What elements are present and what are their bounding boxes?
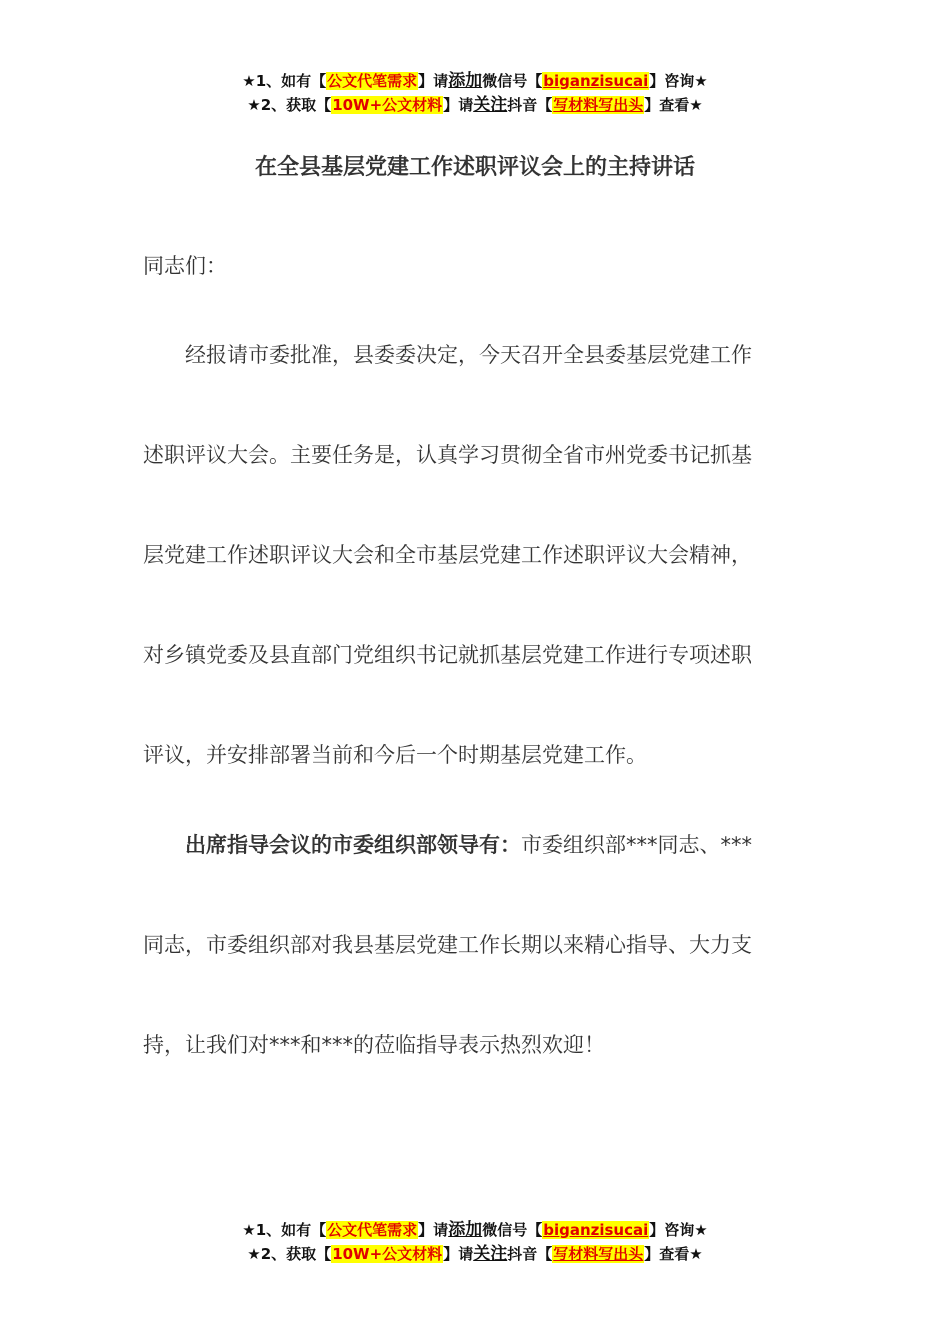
banner-emphasis: 关注 <box>473 1244 508 1264</box>
banner-emphasis: 添加 <box>448 1220 483 1240</box>
paragraph-line: 经报请市委批准，县委委决定，今天召开全县委基层党建工作 <box>185 343 752 367</box>
banner-text: 】请 <box>418 1221 449 1239</box>
banner-text: 抖音【 <box>507 1245 553 1263</box>
banner-text: 】咨询★ <box>649 1221 708 1239</box>
paragraph-line: 述职评议大会。主要任务是，认真学习贯彻全省市州党委书记抓基 <box>143 443 752 467</box>
banner-text: 抖音【 <box>507 96 553 114</box>
document-title: 在全县基层党建工作述职评议会上的主持讲话 <box>254 155 695 180</box>
banner-text: ★1、如有【 <box>242 72 327 90</box>
banner-highlight: 公文代笔需求 <box>327 72 418 90</box>
banner-text: 微信号【 <box>482 1221 543 1239</box>
banner-douyin-id[interactable]: 写材料写出头 <box>553 96 644 114</box>
banner-text: 】查看★ <box>644 1245 703 1263</box>
banner-text: 】请 <box>443 1245 474 1263</box>
banner-text: 】查看★ <box>644 96 703 114</box>
banner-text: ★2、获取【 <box>247 1245 332 1263</box>
attendees-text: 市委组织部***同志、*** <box>521 833 752 857</box>
banner-highlight: 10W+公文材料 <box>332 96 443 114</box>
footer-banner-line-1 <box>0 1218 950 1242</box>
greeting: 同志们： <box>143 254 227 278</box>
paragraph-line: 持，让我们对***和***的莅临指导表示热烈欢迎！ <box>143 1033 605 1057</box>
header-banner <box>0 69 950 117</box>
footer-banner-line-2 <box>0 1242 950 1266</box>
banner-wechat-id[interactable]: biganzisucai <box>543 1221 649 1239</box>
header-banner-line-2 <box>0 93 950 117</box>
paragraph-2 <box>143 795 808 1095</box>
banner-text: ★1、如有【 <box>242 1221 327 1239</box>
banner-text: 微信号【 <box>482 72 543 90</box>
banner-text: 】咨询★ <box>649 72 708 90</box>
paragraph-line: 层党建工作述职评议大会和全市基层党建工作述职评议大会精神， <box>143 543 752 567</box>
paragraph-line <box>143 795 808 895</box>
banner-emphasis: 添加 <box>448 71 483 91</box>
paragraph-line: 对乡镇党委及县直部门党组织书记就抓基层党建工作进行专项述职 <box>143 643 752 667</box>
header-banner-line-1 <box>0 69 950 93</box>
banner-emphasis: 关注 <box>473 95 508 115</box>
banner-text: 】请 <box>418 72 449 90</box>
paragraph-line: 同志，市委组织部对我县基层党建工作长期以来精心指导、大力支 <box>143 933 752 957</box>
paragraph-1 <box>143 305 808 805</box>
attendees-lead: 出席指导会议的市委组织部领导有： <box>185 833 521 857</box>
banner-douyin-id[interactable]: 写材料写出头 <box>553 1245 644 1263</box>
banner-text: 】请 <box>443 96 474 114</box>
paragraph-line: 评议，并安排部署当前和今后一个时期基层党建工作。 <box>143 743 647 767</box>
banner-text: ★2、获取【 <box>247 96 332 114</box>
banner-highlight: 10W+公文材料 <box>332 1245 443 1263</box>
banner-highlight: 公文代笔需求 <box>327 1221 418 1239</box>
banner-wechat-id[interactable]: biganzisucai <box>543 72 649 90</box>
footer-banner <box>0 1218 950 1266</box>
